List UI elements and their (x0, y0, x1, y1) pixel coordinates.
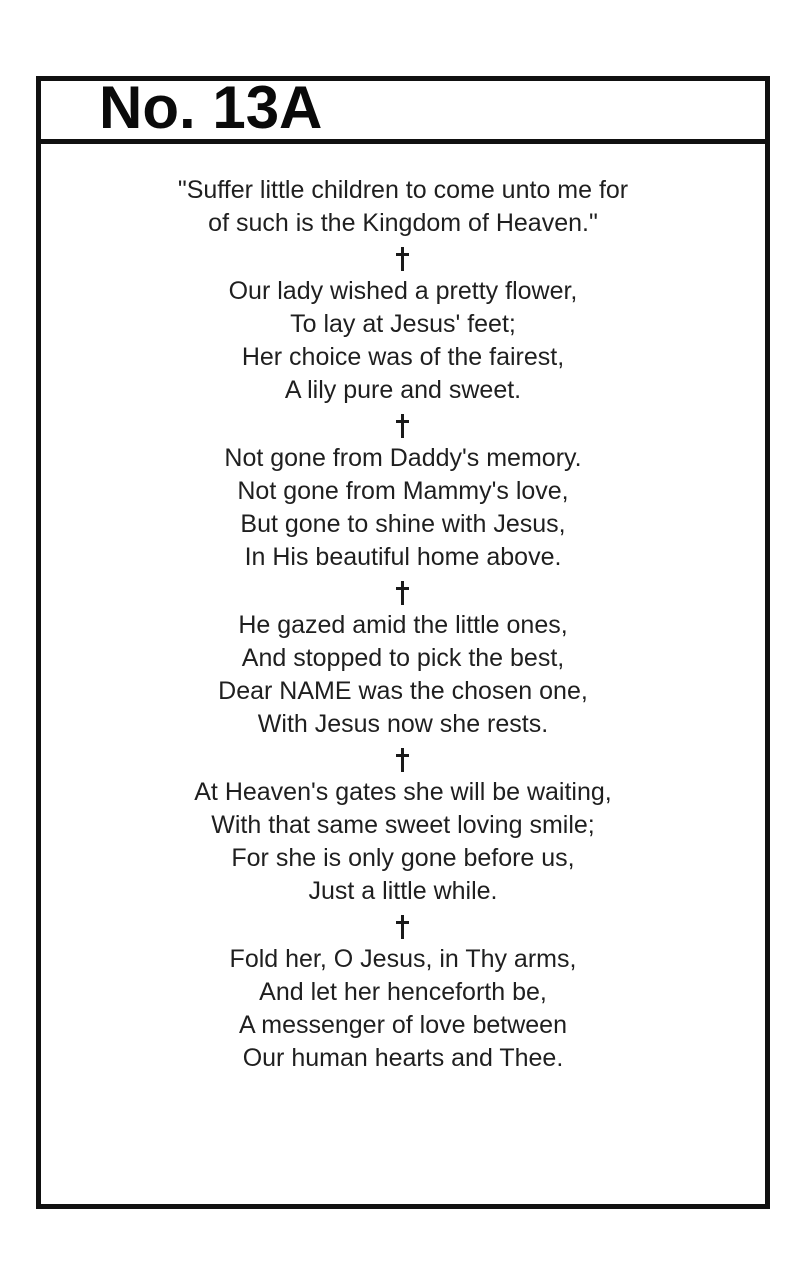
stanza-line: At Heaven's gates she will be waiting, (194, 778, 612, 806)
card-title: No. 13A (99, 74, 323, 141)
verse-card (36, 76, 770, 1209)
stanza-line: Our lady wished a pretty flower, (228, 277, 578, 305)
stanza-line: And let her henceforth be, (259, 978, 547, 1006)
stanza-line: But gone to shine with Jesus, (240, 510, 566, 538)
stanza-line: Not gone from Mammy's love, (237, 477, 569, 505)
stanza-line: With Jesus now she rests. (257, 710, 549, 738)
quote-line: "Suffer little children to come unto me for (177, 176, 629, 204)
verse-body (41, 174, 765, 1075)
stanza-line: Our human hearts and Thee. (242, 1044, 564, 1072)
stanza-line: To lay at Jesus' feet; (290, 310, 516, 338)
stanza-line: For she is only gone before us, (231, 844, 575, 872)
cross-icon (396, 915, 410, 939)
cross-icon (396, 748, 410, 772)
stanza-line: Fold her, O Jesus, in Thy arms, (229, 945, 577, 973)
stanza-line: In His beautiful home above. (244, 543, 562, 571)
stanza-line: Her choice was of the fairest, (241, 343, 565, 371)
stanza-line: Just a little while. (308, 877, 498, 905)
cross-icon (396, 581, 410, 605)
stanza-line: Not gone from Daddy's memory. (224, 444, 582, 472)
cross-icon (396, 414, 410, 438)
quote-line: of such is the Kingdom of Heaven." (208, 209, 598, 237)
stanza-3 (41, 609, 765, 741)
stanza-line: A lily pure and sweet. (284, 376, 522, 404)
cross-icon (396, 247, 410, 271)
stanza-5 (41, 943, 765, 1075)
stanza-line: He gazed amid the little ones, (238, 611, 568, 639)
stanza-2 (41, 442, 765, 574)
scripture-quote (41, 174, 765, 240)
stanza-line: Dear NAME was the chosen one, (218, 677, 588, 705)
stanza-4 (41, 776, 765, 908)
stanza-line: A messenger of love between (239, 1011, 567, 1039)
stanza-line: And stopped to pick the best, (241, 644, 565, 672)
stanza-line: With that same sweet loving smile; (211, 811, 595, 839)
stanza-1 (41, 275, 765, 407)
card-header (41, 74, 765, 144)
